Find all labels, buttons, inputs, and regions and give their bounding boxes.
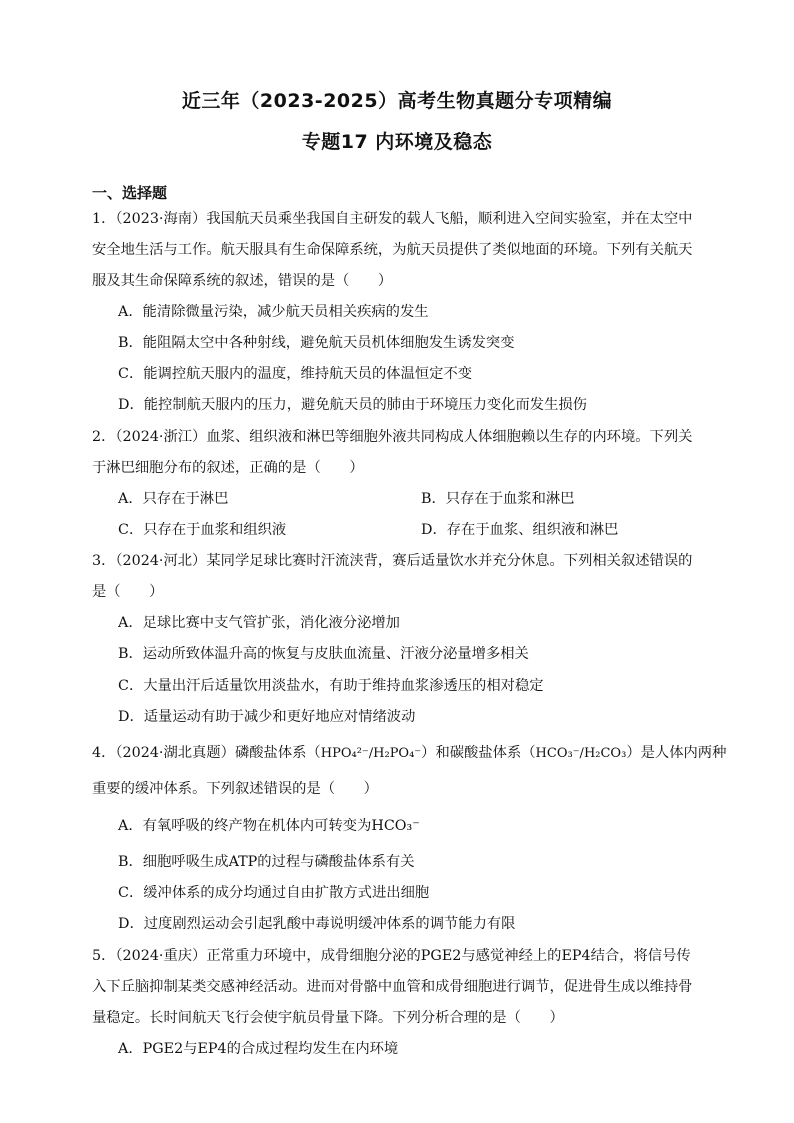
q1-option-a: A．能清除微量污染，减少航天员相关疾病的发生 bbox=[118, 304, 429, 320]
q4-stem-line2: 重要的缓冲体系。下列叙述错误的是（ ） bbox=[92, 781, 378, 797]
q1-option-b: B．能阻隔太空中各种射线，避免航天员机体细胞发生诱发突变 bbox=[118, 335, 515, 351]
q2-option-d: D．存在于血浆、组织液和淋巴 bbox=[421, 522, 619, 538]
q3-option-a: A．足球比赛中支气管扩张，消化液分泌增加 bbox=[118, 615, 400, 631]
q4-option-d: D．过度剧烈运动会引起乳酸中毒说明缓冲体系的调节能力有限 bbox=[118, 916, 516, 932]
q1-stem-line3: 服及其生命保障系统的叙述，错误的是（ ） bbox=[92, 273, 393, 289]
q3-option-c: C．大量出汗后适量饮用淡盐水，有助于维持血浆渗透压的相对稳定 bbox=[118, 678, 544, 694]
q2-option-a: A．只存在于淋巴 bbox=[118, 491, 229, 507]
q3-option-d: D．适量运动有助于减少和更好地应对情绪波动 bbox=[118, 709, 416, 725]
document-subtitle: 专题17 内环境及稳态 bbox=[301, 131, 493, 153]
q4-option-c: C．缓冲体系的成分均通过自由扩散方式进出细胞 bbox=[118, 885, 430, 901]
q1-option-c: C．能调控航天服内的温度，维持航天员的体温恒定不变 bbox=[118, 366, 473, 382]
q2-option-c: C．只存在于血浆和组织液 bbox=[118, 522, 287, 538]
q4-stem-prefix: 4．（2024·湖北真题）磷酸盐体系（ bbox=[92, 745, 321, 761]
q1-stem-line1: 1．（2023·海南）我国航天员乘坐我国自主研发的载人飞船，顺利进入空间实验室，并在太空中 bbox=[92, 211, 693, 227]
q4-stem-line1 bbox=[92, 742, 727, 762]
document-title: 近三年（2023-2025）高考生物真题分专项精编 bbox=[181, 90, 613, 112]
q4-stem-middle: ）和碳酸盐体系（ bbox=[421, 745, 536, 761]
q5-stem-line1: 5．（2024·重庆）正常重力环境中，成骨细胞分泌的PGE2与感觉神经上的EP4结合，将信号传 bbox=[92, 948, 691, 964]
q4-option-b: B．细胞呼吸生成ATP的过程与磷酸盐体系有关 bbox=[118, 854, 415, 870]
q4-phosphate-formula: HPO₄²⁻/H₂PO₄⁻ bbox=[320, 746, 422, 761]
q4-carbonate-formula: HCO₃⁻/H₂CO₃ bbox=[535, 746, 627, 761]
q3-stem-line2: 是（ ） bbox=[92, 584, 164, 600]
q4-stem-suffix: ）是人体内两种 bbox=[626, 745, 727, 761]
q4-option-a: A．有氧呼吸的终产物在机体内可转变为HCO₃⁻ bbox=[118, 818, 420, 834]
q1-option-d: D．能控制航天服内的压力，避免航天员的肺由于环境压力变化而发生损伤 bbox=[118, 397, 587, 413]
section-heading: 一、选择题 bbox=[92, 184, 168, 202]
q1-stem-line2: 安全地生活与工作。航天服具有生命保障系统，为航天员提供了类似地面的环境。下列有关航天 bbox=[92, 242, 693, 258]
q2-stem-line2: 于淋巴细胞分布的叙述，正确的是（ ） bbox=[92, 460, 364, 476]
q2-stem-line1: 2．（2024·浙江）血浆、组织液和淋巴等细胞外液共同构成人体细胞赖以生存的内环境。下列关 bbox=[92, 429, 693, 445]
q3-option-b: B．运动所致体温升高的恢复与皮肤血流量、汗液分泌量增多相关 bbox=[118, 646, 529, 662]
q5-stem-line3: 量稳定。长时间航天飞行会使宇航员骨量下降。下列分析合理的是（ ） bbox=[92, 1010, 564, 1026]
q5-option-a: A．PGE2与EP4的合成过程均发生在内环境 bbox=[118, 1041, 399, 1057]
q3-stem-line1: 3．（2024·河北）某同学足球比赛时汗流浃背，赛后适量饮水并充分休息。下列相关叙述错误的 bbox=[92, 553, 693, 569]
q5-stem-line2: 入下丘脑抑制某类交感神经活动。进而对骨骼中血管和成骨细胞进行调节，促进骨生成以维持骨 bbox=[92, 979, 693, 995]
q2-option-b: B．只存在于血浆和淋巴 bbox=[421, 491, 575, 507]
